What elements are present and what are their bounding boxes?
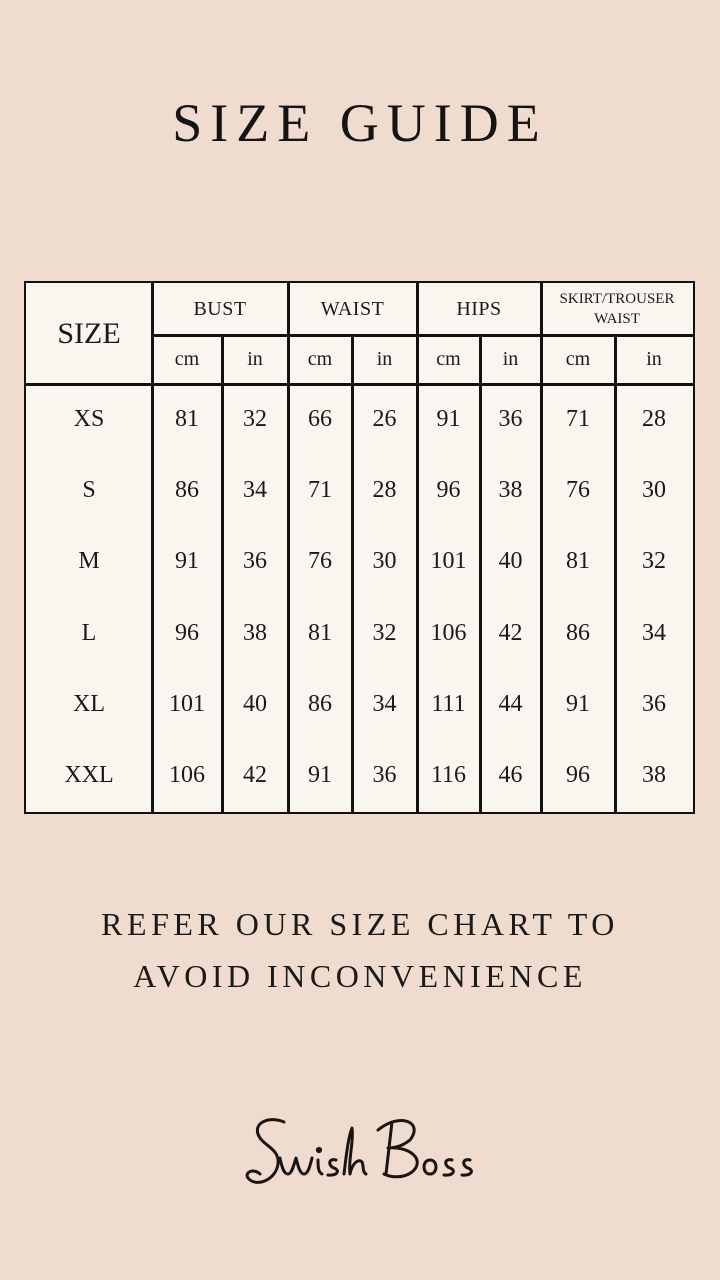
measurement-cell: 40 bbox=[243, 690, 267, 717]
measurement-cell: 96 bbox=[175, 619, 199, 646]
measurement-cell: 46 bbox=[498, 761, 523, 788]
measurement-cell: 44 bbox=[498, 690, 523, 717]
group-header-4: SKIRT/TROUSER WAIST bbox=[559, 291, 675, 327]
measurement-cell: 28 bbox=[642, 406, 666, 433]
group-header-2: WAIST bbox=[320, 297, 385, 320]
measurement-cell: 38 bbox=[498, 477, 523, 504]
page-title: SIZE GUIDE bbox=[172, 93, 548, 153]
measurement-cell: 91 bbox=[566, 690, 590, 717]
measurement-cell: 71 bbox=[308, 477, 332, 504]
size-label: XL bbox=[73, 690, 105, 717]
measurement-cell: 36 bbox=[498, 406, 523, 433]
measurement-cell: 81 bbox=[175, 406, 199, 433]
measurement-cell: 42 bbox=[243, 761, 267, 788]
unit-header: in bbox=[502, 348, 519, 370]
measurement-cell: 91 bbox=[308, 761, 332, 788]
measurement-cell: 91 bbox=[436, 406, 461, 433]
measurement-cell: 38 bbox=[243, 619, 267, 646]
measurement-cell: 106 bbox=[169, 761, 205, 788]
size-label: XS bbox=[73, 406, 105, 433]
measurement-cell: 81 bbox=[308, 619, 332, 646]
measurement-cell: 32 bbox=[642, 548, 666, 575]
group-header-3: HIPS bbox=[456, 297, 502, 320]
measurement-cell: 32 bbox=[372, 619, 397, 646]
measurement-cell: 34 bbox=[642, 619, 666, 646]
measurement-cell: 101 bbox=[169, 690, 205, 717]
measurement-cell: 30 bbox=[642, 477, 666, 504]
measurement-cell: 40 bbox=[498, 548, 523, 575]
size-chart-table bbox=[24, 281, 695, 814]
unit-header: cm bbox=[307, 348, 333, 370]
unit-header: cm bbox=[436, 348, 461, 370]
unit-header: cm bbox=[565, 348, 591, 370]
measurement-cell: 30 bbox=[372, 548, 397, 575]
size-label: M bbox=[78, 548, 100, 575]
measurement-cell: 36 bbox=[642, 690, 666, 717]
tagline-line-1: REFER OUR SIZE CHART TO bbox=[101, 906, 619, 942]
tagline-line-2: AVOID INCONVENIENCE bbox=[133, 958, 587, 994]
measurement-cell: 66 bbox=[308, 406, 332, 433]
size-label: XXL bbox=[64, 761, 114, 788]
measurement-cell: 106 bbox=[430, 619, 467, 646]
measurement-cell: 71 bbox=[566, 406, 590, 433]
measurement-cell: 76 bbox=[566, 477, 590, 504]
group-header-1: BUST bbox=[193, 297, 247, 320]
measurement-cell: 32 bbox=[243, 406, 267, 433]
measurement-cell: 76 bbox=[308, 548, 332, 575]
brand-logo bbox=[240, 1108, 480, 1200]
unit-header: in bbox=[376, 348, 393, 370]
measurement-cell: 38 bbox=[642, 761, 666, 788]
measurement-cell: 36 bbox=[372, 761, 397, 788]
measurement-cell: 36 bbox=[243, 548, 267, 575]
measurement-cell: 34 bbox=[372, 690, 397, 717]
measurement-cell: 111 bbox=[431, 690, 466, 717]
measurement-cell: 116 bbox=[430, 761, 467, 788]
unit-header: in bbox=[646, 348, 662, 370]
tagline bbox=[0, 898, 720, 1002]
unit-header: in bbox=[247, 348, 263, 370]
measurement-cell: 42 bbox=[498, 619, 523, 646]
measurement-cell: 101 bbox=[430, 548, 467, 575]
measurement-cell: 81 bbox=[566, 548, 590, 575]
size-label: L bbox=[81, 619, 97, 646]
measurement-cell: 28 bbox=[372, 477, 397, 504]
size-label: S bbox=[82, 477, 96, 504]
measurement-cell: 91 bbox=[175, 548, 199, 575]
measurement-cell: 34 bbox=[243, 477, 267, 504]
measurement-cell: 96 bbox=[436, 477, 461, 504]
size-column-header: SIZE bbox=[57, 316, 121, 350]
unit-header: cm bbox=[174, 348, 200, 370]
measurement-cell: 26 bbox=[372, 406, 397, 433]
measurement-cell: 86 bbox=[175, 477, 199, 504]
measurement-cell: 86 bbox=[308, 690, 332, 717]
measurement-cell: 96 bbox=[566, 761, 590, 788]
measurement-cell: 86 bbox=[566, 619, 590, 646]
